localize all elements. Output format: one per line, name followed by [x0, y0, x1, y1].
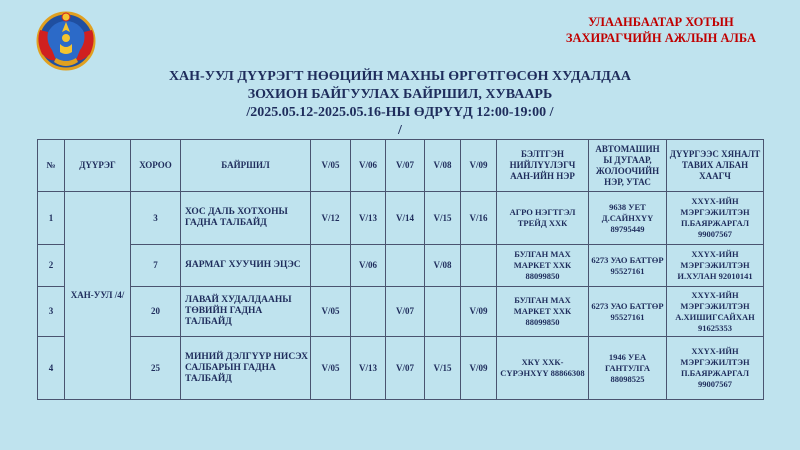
row-vehicle: 9638 УЕТ Д.САЙНХҮҮ 89795449	[589, 192, 667, 245]
row-inspector: ХХҮХ-ИЙН МЭРГЭЖИЛТЭН А.ХИШИГСАЙХАН 91625353	[667, 287, 764, 337]
row-date-2: V/13	[351, 337, 386, 400]
row-date-5	[461, 245, 497, 287]
title-line-2: ЗОХИОН БАЙГУУЛАХ БАЙРШИЛ, ХУВААРЬ	[247, 87, 553, 102]
table-row	[38, 287, 764, 337]
row-supplier: АГРО НЭГТГЭЛ ТРЕЙД ХХК	[497, 192, 589, 245]
header-date-4: V/08	[425, 140, 461, 192]
row-date-5: V/09	[461, 287, 497, 337]
row-khoroo: 20	[131, 287, 181, 337]
row-vehicle: 6273 УАО БАТТӨР 95527161	[589, 245, 667, 287]
table-row	[38, 192, 764, 245]
row-vehicle: 6273 УАО БАТТӨР 95527161	[589, 287, 667, 337]
table-row	[38, 337, 764, 400]
row-supplier: БУЛГАН МАХ МАРКЕТ ХХК 88099850	[497, 245, 589, 287]
header-date-1: V/05	[311, 140, 351, 192]
row-date-2: V/06	[351, 245, 386, 287]
title-line-4: /	[398, 123, 402, 138]
row-location: ХОС ДАЛЬ ХОТХОНЫ ГАДНА ТАЛБАЙД	[181, 192, 311, 245]
state-emblem-icon	[34, 10, 98, 72]
org-line-2: ЗАХИРАГЧИЙН АЖЛЫН АЛБА	[565, 31, 756, 45]
organization-name	[566, 14, 756, 46]
row-location: ЯАРМАГ ХУУЧИН ЭЦЭС	[181, 245, 311, 287]
row-date-3: V/14	[386, 192, 425, 245]
header-inspector: ДҮҮРГЭЭС ХЯНАЛТ ТАВИХ АЛБАН ХААГЧ	[667, 140, 764, 192]
row-date-4: V/15	[425, 192, 461, 245]
header-district: ДҮҮРЭГ	[65, 140, 131, 192]
row-khoroo: 3	[131, 192, 181, 245]
row-date-1: V/05	[311, 337, 351, 400]
row-inspector: ХХҮХ-ИЙН МЭРГЭЖИЛТЭН И.ХУЛАН 92010141	[667, 245, 764, 287]
row-khoroo: 25	[131, 337, 181, 400]
header-date-2: V/06	[351, 140, 386, 192]
title-line-3: /2025.05.12-2025.05.16-НЫ ӨДРҮҮД 12:00-19:00 /	[246, 105, 554, 120]
row-location: МИНИЙ ДЭЛГҮҮР НИСЭХ САЛБАРЫН ГАДНА ТАЛБАЙД	[181, 337, 311, 400]
row-inspector: ХХҮХ-ИЙН МЭРГЭЖИЛТЭН П.БАЯРЖАРГАЛ 99007567	[667, 192, 764, 245]
row-num: 1	[38, 192, 65, 245]
district-cell: ХАН-УУЛ /4/	[65, 192, 131, 400]
header-date-3: V/07	[386, 140, 425, 192]
header-row	[38, 140, 764, 192]
row-date-1	[311, 245, 351, 287]
header-khoroo: ХОРОО	[131, 140, 181, 192]
row-date-3	[386, 245, 425, 287]
row-date-2	[351, 287, 386, 337]
header-supplier: БЭЛТГЭН НИЙЛҮҮЛЭГЧ ААН-ИЙН НЭР	[497, 140, 589, 192]
row-date-2: V/13	[351, 192, 386, 245]
page-title	[90, 68, 710, 140]
row-location: ЛАВАЙ ХУДАЛДААНЫ ТӨВИЙН ГАДНА ТАЛБАЙД	[181, 287, 311, 337]
row-date-5: V/16	[461, 192, 497, 245]
header-num: №	[38, 140, 65, 192]
row-khoroo: 7	[131, 245, 181, 287]
header-date-5: V/09	[461, 140, 497, 192]
header-vehicle: АВТОМАШИН Ы ДУГААР, ЖОЛООЧИЙН НЭР, УТАС	[589, 140, 667, 192]
row-num: 3	[38, 287, 65, 337]
row-supplier: БУЛГАН МАХ МАРКЕТ ХХК 88099850	[497, 287, 589, 337]
row-vehicle: 1946 УЕА ГАНТУЛГА 88098525	[589, 337, 667, 400]
row-num: 4	[38, 337, 65, 400]
row-date-1: V/05	[311, 287, 351, 337]
row-date-4	[425, 287, 461, 337]
header-location: БАЙРШИЛ	[181, 140, 311, 192]
row-date-1: V/12	[311, 192, 351, 245]
table-row	[38, 245, 764, 287]
row-inspector: ХХҮХ-ИЙН МЭРГЭЖИЛТЭН П.БАЯРЖАРГАЛ 99007567	[667, 337, 764, 400]
row-date-5: V/09	[461, 337, 497, 400]
org-line-1: УЛААНБААТАР ХОТЫН	[588, 15, 734, 29]
row-supplier: ХКҮ ХХК-СҮРЭНХҮҮ 88866308	[497, 337, 589, 400]
row-date-4: V/15	[425, 337, 461, 400]
schedule-table	[37, 139, 764, 400]
title-line-1: ХАН-УУЛ ДҮҮРЭГТ НӨӨЦИЙН МАХНЫ ӨРГӨТГӨСӨН ХУДАЛДАА	[168, 69, 632, 84]
row-date-4: V/08	[425, 245, 461, 287]
row-date-3: V/07	[386, 287, 425, 337]
row-num: 2	[38, 245, 65, 287]
row-date-3: V/07	[386, 337, 425, 400]
